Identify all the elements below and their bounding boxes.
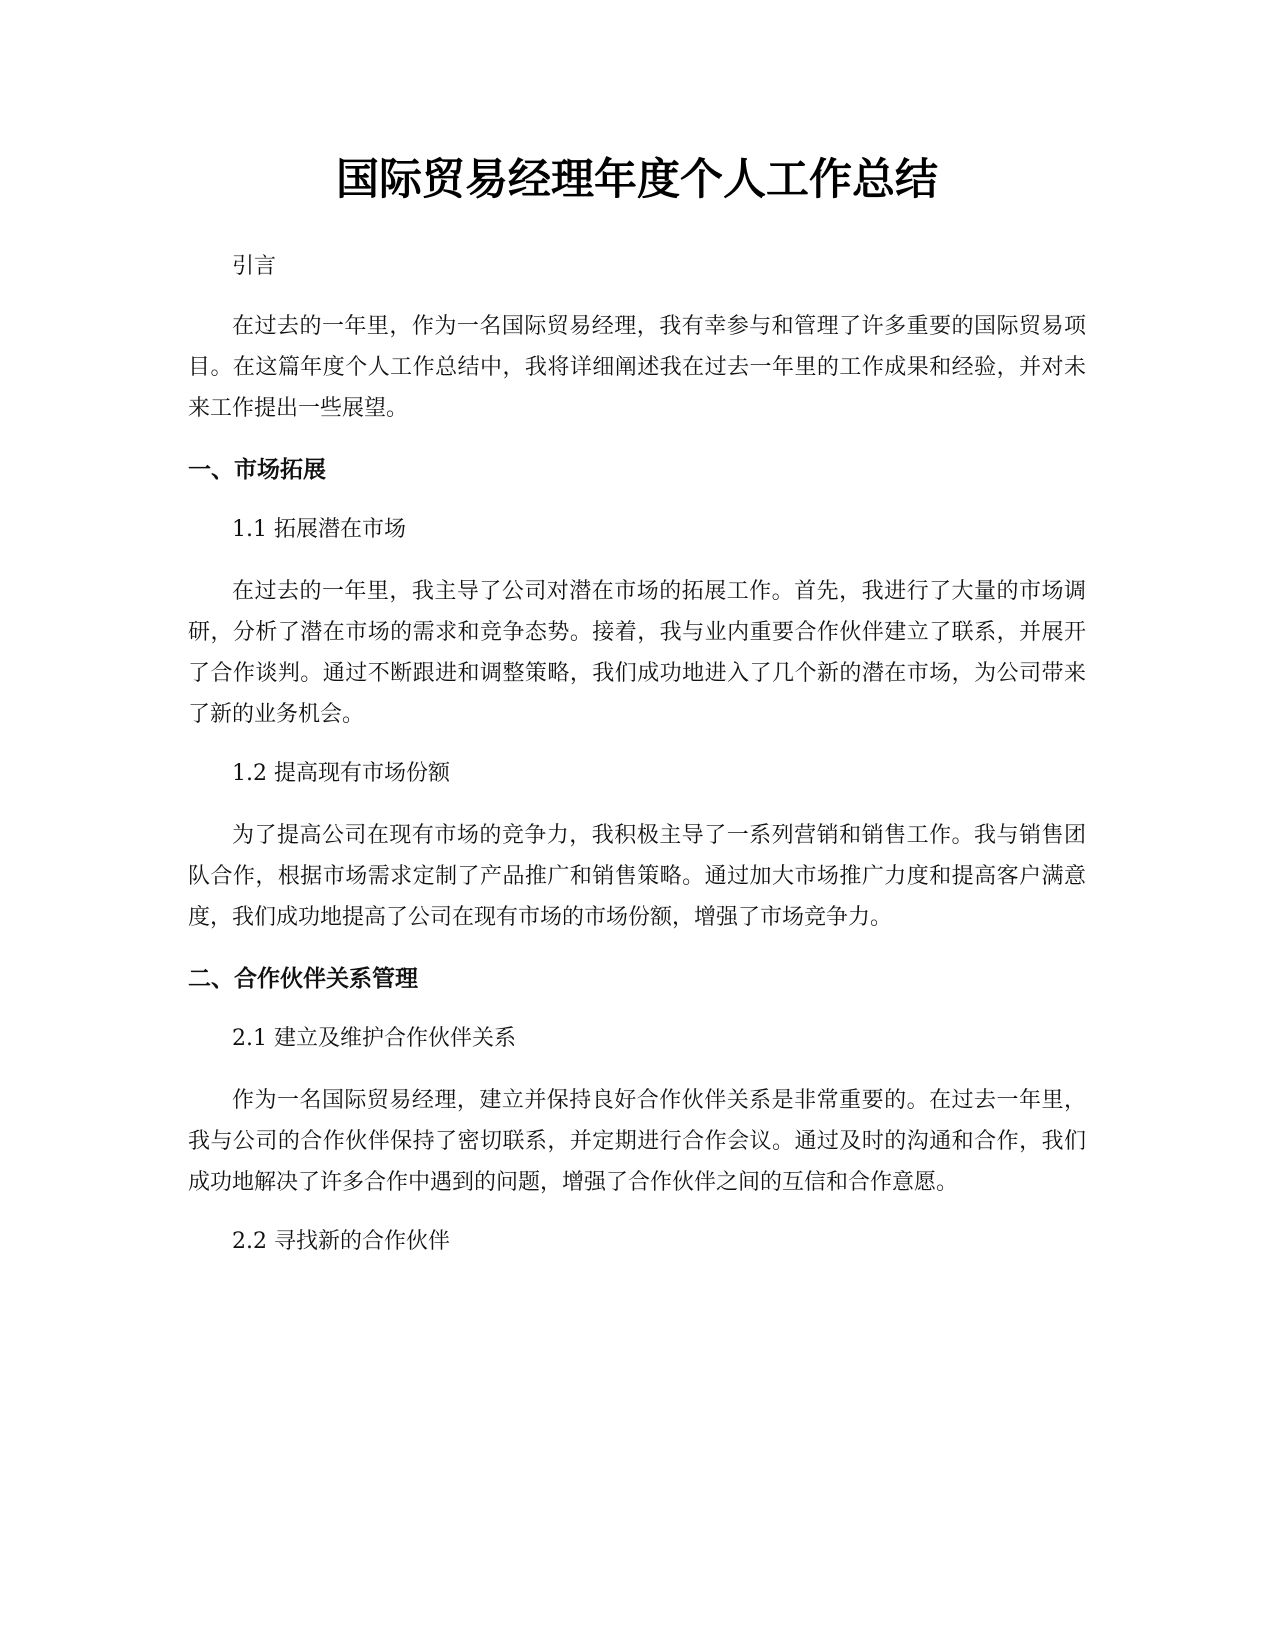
document-body [188,150,1086,1263]
section-heading-partner-management: 二、合作伙伴关系管理 [188,966,418,992]
subsection-heading-1-2: 1.2 提高现有市场份额 [232,761,450,786]
subsection-heading-1-1: 1.1 拓展潜在市场 [232,517,406,542]
document-title: 国际贸易经理年度个人工作总结 [336,155,938,205]
subsection-heading-2-1: 2.1 建立及维护合作伙伴关系 [232,1026,516,1051]
subsection-heading-2-2: 2.2 寻找新的合作伙伴 [232,1229,450,1254]
subsection-paragraph-2-1: 作为一名国际贸易经理，建立并保持良好合作伙伴关系是非常重要的。在过去一年里，我与公司的合作伙伴保持了密切联系，并定期进行合作会议。通过及时的沟通和合作，我们成功地解决了许多合作中遇到的问题，增强了合作伙伴之间的互信和合作意愿。 [188,1088,1086,1195]
section-heading-market-expansion: 一、市场拓展 [188,457,326,483]
intro-paragraph: 在过去的一年里，作为一名国际贸易经理，我有幸参与和管理了许多重要的国际贸易项目。在这篇年度个人工作总结中，我将详细阐述我在过去一年里的工作成果和经验，并对未来工作提出一些展望。 [188,314,1086,421]
subsection-paragraph-1-1: 在过去的一年里，我主导了公司对潜在市场的拓展工作。首先，我进行了大量的市场调研，分析了潜在市场的需求和竞争态势。接着，我与业内重要合作伙伴建立了联系，并展开了合作谈判。通过不断跟进和调整策略，我们成功地进入了几个新的潜在市场，为公司带来了新的业务机会。 [188,579,1086,727]
intro-label: 引言 [232,254,277,279]
subsection-paragraph-1-2: 为了提高公司在现有市场的竞争力，我积极主导了一系列营销和销售工作。我与销售团队合作，根据市场需求定制了产品推广和销售策略。通过加大市场推广力度和提高客户满意度，我们成功地提高了公司在现有市场的市场份额，增强了市场竞争力。 [188,823,1086,930]
